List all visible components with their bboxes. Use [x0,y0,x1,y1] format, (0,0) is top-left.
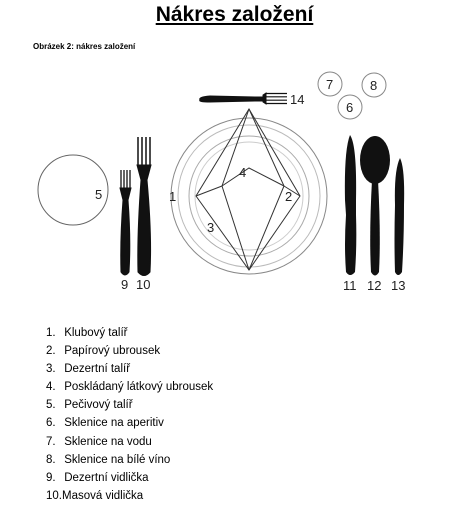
spoon-icon [360,136,390,276]
legend-text: Sklenice na aperitiv [64,417,164,430]
dessert-fork-top [200,93,287,104]
legend-text: Klubový talíř [64,327,128,339]
label-5: 5 [95,187,103,202]
legend-text: Masová vidlička [62,489,144,502]
label-4: 4 [239,165,247,180]
knife-icon [345,135,356,275]
legend-number: 3. [46,363,56,376]
legend-text: Sklenice na bílé víno [64,453,171,466]
legend-item [46,487,213,505]
figure-caption: Obrázek 2: nákres založení [33,42,136,51]
legend-text: Dezertní talíř [64,363,131,376]
label-2: 2 [285,189,293,204]
label-12: 12 [367,278,382,293]
legend-number: 6. [46,417,56,430]
label-3: 3 [207,220,215,235]
legend-number: 2. [46,345,56,358]
legend-item [46,396,213,414]
page-title: Nákres založení [155,3,314,26]
legend-text: Pečivový talíř [64,399,133,412]
legend-item [46,451,213,469]
legend-text: Poskládaný látkový ubrousek [64,381,214,394]
legend-list [46,324,213,505]
legend-item [46,433,213,451]
legend-item [46,324,213,342]
label-8: 8 [370,78,378,93]
label-9: 9 [121,277,129,292]
legend-text: Papírový ubrousek [64,345,161,358]
legend-item [46,342,213,360]
legend-number: 9. [46,471,56,484]
legend-number: 8. [46,453,56,466]
small-knife-icon [395,158,405,275]
legend-item [46,414,213,432]
legend-item [46,469,213,487]
meat-fork-icon [137,137,151,276]
legend-text: Sklenice na vodu [64,435,152,448]
dessert-fork-icon [120,170,131,275]
club-plate [171,118,327,274]
legend-number: 1. [46,327,56,339]
club-plate-inner-rim [178,125,320,267]
label-6: 6 [346,100,354,115]
label-10: 10 [136,277,151,292]
legend-number: 5. [46,399,56,412]
legend-number: 4. [46,381,56,394]
label-7: 7 [326,77,334,92]
legend-text: Dezertní vidlička [64,471,149,484]
label-1: 1 [169,189,177,204]
label-14: 14 [290,92,305,107]
legend-number: 7. [46,435,56,448]
label-13: 13 [391,278,406,293]
label-11: 11 [343,278,357,293]
legend-item [46,378,213,396]
legend-item [46,360,213,378]
legend-number: 10. [46,489,62,502]
